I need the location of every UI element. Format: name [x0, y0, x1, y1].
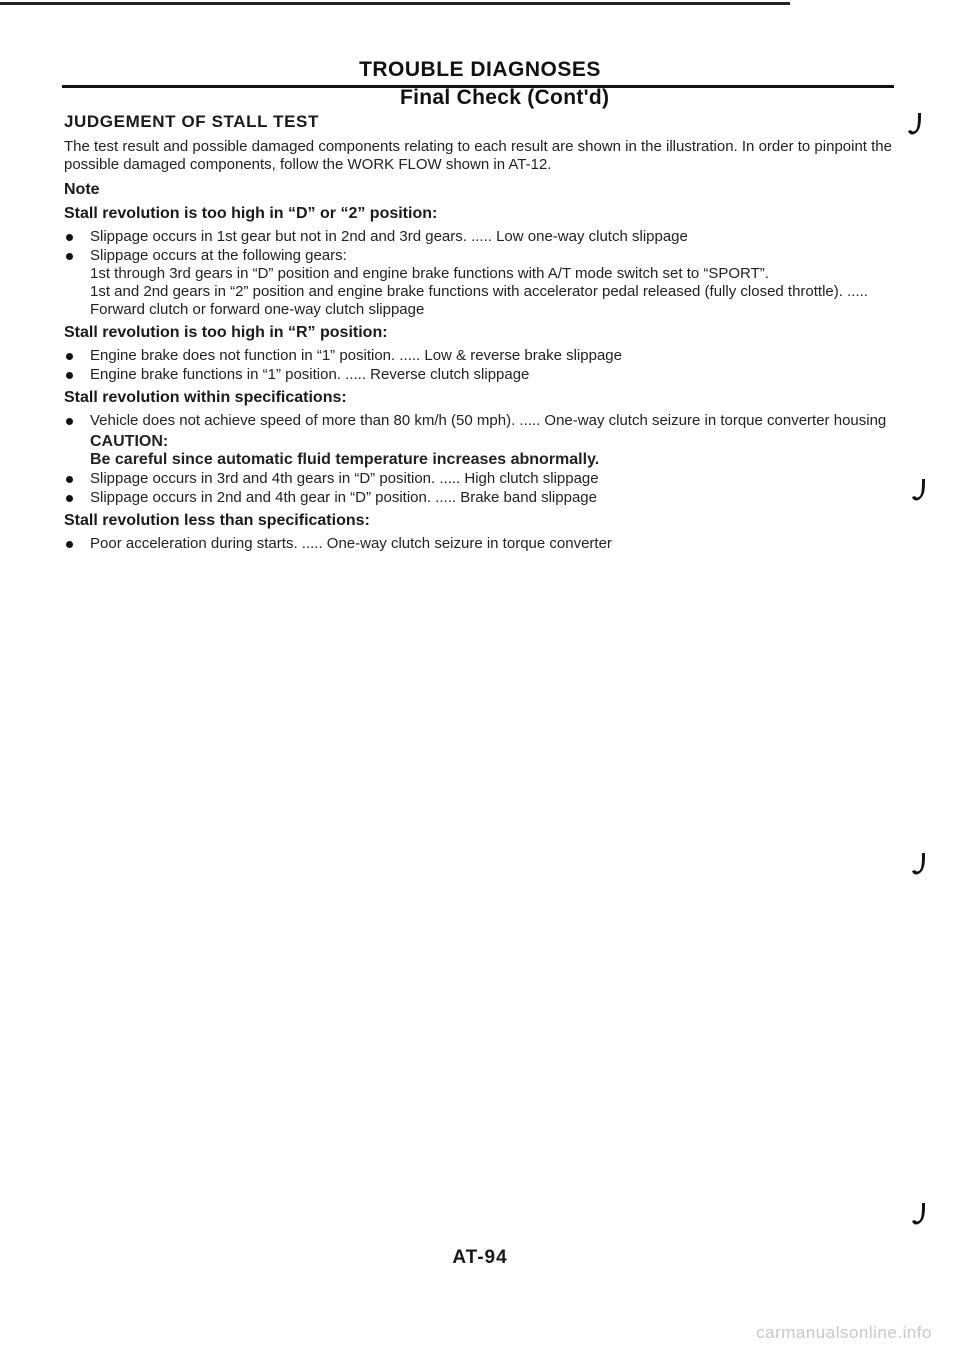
- bullet-icon: [66, 372, 73, 379]
- list-item: [64, 412, 900, 469]
- page-number: AT-94: [452, 1247, 508, 1268]
- item-text: Slippage occurs in 3rd and 4th gears in “D” position. ..... High clutch slippage: [90, 470, 599, 487]
- binder-hook-icon: [910, 852, 932, 878]
- list-item: [64, 347, 900, 365]
- page-title: TROUBLE DIAGNOSES: [359, 58, 601, 81]
- item-text: Poor acceleration during starts. ..... One-way clutch seizure in torque converter: [90, 535, 612, 552]
- condition-list: [64, 347, 900, 384]
- item-text: 1st through 3rd gears in “D” position and engine brake functions with A/T mode switch set to “SPORT”.: [90, 265, 769, 282]
- caution-label: CAUTION:: [90, 433, 169, 450]
- note-label: Note: [64, 181, 100, 198]
- bullet-icon: [66, 495, 73, 502]
- list-item: [64, 228, 900, 246]
- binder-hook-icon: [906, 112, 928, 138]
- binder-hook-icon: [910, 478, 932, 504]
- list-item: [64, 470, 900, 488]
- bullet-icon: [66, 353, 73, 360]
- condition-list: [64, 228, 900, 319]
- condition-heading: Stall revolution within specifications:: [64, 389, 347, 406]
- caution-text: Be careful since automatic fluid temperature increases abnormally.: [90, 451, 600, 468]
- item-text: Slippage occurs at the following gears:: [90, 247, 347, 264]
- list-item: [64, 366, 900, 384]
- condition-heading: Stall revolution is too high in “D” or “2” position:: [64, 205, 438, 222]
- item-text: Engine brake does not function in “1” position. ..... Low & reverse brake slippage: [90, 347, 622, 364]
- condition-list: [64, 412, 900, 507]
- bullet-icon: [66, 253, 73, 260]
- condition-heading: Stall revolution is too high in “R” position:: [64, 324, 388, 341]
- item-text: Slippage occurs in 1st gear but not in 2nd and 3rd gears. ..... Low one-way clutch slippage: [90, 228, 688, 245]
- binder-hook-icon: [910, 1202, 932, 1228]
- bullet-icon: [66, 541, 73, 548]
- top-rule: [0, 2, 790, 5]
- list-item: [64, 489, 900, 507]
- list-item: [64, 247, 900, 319]
- item-text: Slippage occurs in 2nd and 4th gear in “D” position. ..... Brake band slippage: [90, 489, 597, 506]
- condition-list: [64, 535, 900, 553]
- item-text: Engine brake functions in “1” position. ..... Reverse clutch slippage: [90, 366, 530, 383]
- page-subtitle: Final Check (Cont'd): [400, 86, 610, 109]
- document-body: [64, 112, 900, 554]
- item-text: 1st and 2nd gears in “2” position and engine brake functions with accelerator pedal released (fully closed throttle). ..... Forward clutch or forward one-way clutch slippage: [90, 283, 868, 318]
- item-text: Vehicle does not achieve speed of more than 80 km/h (50 mph). ..... One-way clutch seizure in torque converter housing: [90, 412, 887, 429]
- bullet-icon: [66, 476, 73, 483]
- section-title: JUDGEMENT OF STALL TEST: [64, 112, 319, 131]
- intro-paragraph: The test result and possible damaged components relating to each result are shown in the illustration. In order to pinpoint the possible damaged components, follow the WORK FLOW shown in AT-12.: [64, 138, 892, 173]
- bullet-icon: [66, 234, 73, 241]
- watermark: carmanualsonline.info: [756, 1323, 932, 1342]
- bullet-icon: [66, 418, 73, 425]
- condition-heading: Stall revolution less than specifications:: [64, 512, 370, 529]
- list-item: [64, 535, 900, 553]
